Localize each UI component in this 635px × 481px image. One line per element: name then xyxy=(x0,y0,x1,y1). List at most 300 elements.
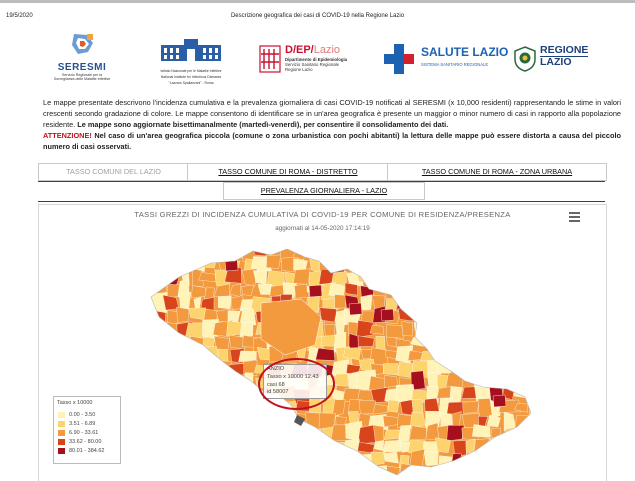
municipality-area[interactable] xyxy=(153,463,165,476)
municipality-area[interactable] xyxy=(478,257,494,273)
municipality-area[interactable] xyxy=(467,452,480,469)
regione-lazio-logo[interactable] xyxy=(513,43,605,77)
municipality-area[interactable] xyxy=(476,454,493,466)
municipality-area[interactable] xyxy=(472,424,490,437)
municipality-area[interactable] xyxy=(225,453,241,467)
municipality-area[interactable] xyxy=(434,295,454,312)
municipality-area[interactable] xyxy=(296,465,309,481)
municipality-area[interactable] xyxy=(502,337,516,351)
municipality-area[interactable] xyxy=(138,425,150,438)
municipality-area[interactable] xyxy=(385,245,400,261)
municipality-area[interactable] xyxy=(257,465,271,481)
municipality-area[interactable] xyxy=(371,452,385,466)
municipality-area[interactable] xyxy=(241,425,257,443)
municipality-area[interactable] xyxy=(409,426,426,441)
municipality-area[interactable] xyxy=(436,257,453,275)
municipality-area[interactable] xyxy=(217,243,228,258)
municipality-area[interactable] xyxy=(165,416,177,429)
municipality-area[interactable] xyxy=(253,452,266,468)
hotspot-area[interactable] xyxy=(225,259,238,271)
municipality-area[interactable] xyxy=(425,258,441,275)
municipality-area[interactable] xyxy=(435,476,452,481)
municipality-area[interactable] xyxy=(439,350,453,364)
municipality-area[interactable] xyxy=(319,413,336,429)
municipality-area[interactable] xyxy=(165,361,180,377)
hotspot-area[interactable] xyxy=(309,285,322,297)
municipality-area[interactable] xyxy=(294,437,308,455)
municipality-area[interactable] xyxy=(487,456,500,469)
municipality-area[interactable] xyxy=(513,439,528,455)
municipality-area[interactable] xyxy=(190,435,209,454)
municipality-area[interactable] xyxy=(293,269,310,285)
municipality-area[interactable] xyxy=(459,307,479,320)
municipality-area[interactable] xyxy=(489,293,502,310)
municipality-area[interactable] xyxy=(137,454,154,470)
municipality-area[interactable] xyxy=(526,294,545,310)
municipality-area[interactable] xyxy=(501,477,513,481)
tab-prevalenza-giornaliera[interactable]: PREVALENZA GIORNALIERA - LAZIO xyxy=(223,182,425,200)
municipality-area[interactable] xyxy=(304,463,319,480)
municipality-area[interactable] xyxy=(424,295,439,307)
municipality-area[interactable] xyxy=(137,312,150,326)
municipality-area[interactable] xyxy=(139,399,156,414)
municipality-area[interactable] xyxy=(511,311,531,323)
municipality-area[interactable] xyxy=(487,244,503,257)
municipality-area[interactable] xyxy=(227,398,247,417)
municipality-area[interactable] xyxy=(214,452,231,469)
municipality-area[interactable] xyxy=(164,426,176,442)
municipality-area[interactable] xyxy=(413,305,425,322)
municipality-area[interactable] xyxy=(501,271,518,283)
municipality-area[interactable] xyxy=(243,413,260,426)
municipality-area[interactable] xyxy=(356,259,375,272)
municipality-area[interactable] xyxy=(218,296,231,309)
municipality-area[interactable] xyxy=(174,441,192,451)
municipality-area[interactable] xyxy=(486,285,504,295)
municipality-area[interactable] xyxy=(415,269,429,287)
municipality-area[interactable] xyxy=(319,448,339,463)
municipality-area[interactable] xyxy=(488,436,505,453)
municipality-area[interactable] xyxy=(150,241,167,260)
municipality-area[interactable] xyxy=(452,336,462,349)
hotspot-area[interactable] xyxy=(493,395,506,407)
municipality-area[interactable] xyxy=(320,440,337,451)
municipality-area[interactable] xyxy=(346,454,361,467)
municipality-area[interactable] xyxy=(402,321,413,336)
municipality-area[interactable] xyxy=(255,477,267,481)
municipality-area[interactable] xyxy=(218,411,228,424)
municipality-area[interactable] xyxy=(228,388,245,400)
municipality-area[interactable] xyxy=(178,397,192,412)
municipality-area[interactable] xyxy=(463,401,479,413)
municipality-area[interactable] xyxy=(192,363,207,373)
municipality-area[interactable] xyxy=(139,411,152,427)
municipality-area[interactable] xyxy=(296,401,310,411)
municipality-area[interactable] xyxy=(148,427,166,443)
municipality-area[interactable] xyxy=(253,402,272,412)
municipality-area[interactable] xyxy=(434,466,450,480)
municipality-area[interactable] xyxy=(370,247,388,260)
municipality-area[interactable] xyxy=(526,463,546,477)
municipality-area[interactable] xyxy=(500,371,517,388)
municipality-area[interactable] xyxy=(426,242,436,258)
municipality-area[interactable] xyxy=(189,453,205,464)
municipality-area[interactable] xyxy=(269,467,281,476)
municipality-area[interactable] xyxy=(242,438,256,451)
municipality-area[interactable] xyxy=(174,463,189,481)
salute-lazio-logo[interactable] xyxy=(383,43,508,77)
municipality-area[interactable] xyxy=(528,451,539,464)
tab-roma-distretto[interactable]: TASSO COMUNE DI ROMA - DISTRETTO xyxy=(187,163,389,181)
municipality-area[interactable] xyxy=(437,243,452,257)
municipality-area[interactable] xyxy=(142,335,152,352)
municipality-area[interactable] xyxy=(177,307,189,323)
municipality-area[interactable] xyxy=(372,477,389,481)
municipality-area[interactable] xyxy=(464,476,477,481)
municipality-area[interactable] xyxy=(384,364,400,375)
municipality-area[interactable] xyxy=(179,348,190,363)
municipality-area[interactable] xyxy=(385,271,399,284)
municipality-area[interactable] xyxy=(503,448,518,466)
municipality-area[interactable] xyxy=(284,440,294,455)
municipality-area[interactable] xyxy=(202,346,219,363)
municipality-area[interactable] xyxy=(307,455,322,468)
municipality-area[interactable] xyxy=(202,364,217,377)
municipality-area[interactable] xyxy=(206,403,220,414)
municipality-area[interactable] xyxy=(227,417,240,430)
municipality-area[interactable] xyxy=(345,283,357,295)
municipality-area[interactable] xyxy=(166,336,175,351)
municipality-area[interactable] xyxy=(424,272,441,285)
municipality-area[interactable] xyxy=(370,325,383,334)
municipality-area[interactable] xyxy=(253,413,266,430)
municipality-area[interactable] xyxy=(464,359,475,374)
municipality-area[interactable] xyxy=(190,411,203,424)
municipality-area[interactable] xyxy=(491,336,506,351)
municipality-area[interactable] xyxy=(359,241,374,257)
municipality-area[interactable] xyxy=(199,467,216,479)
municipality-area[interactable] xyxy=(284,454,300,471)
municipality-area[interactable] xyxy=(414,467,423,478)
municipality-area[interactable] xyxy=(152,349,166,365)
municipality-area[interactable] xyxy=(152,373,165,386)
municipality-area[interactable] xyxy=(526,378,541,389)
municipality-area[interactable] xyxy=(532,344,542,359)
municipality-area[interactable] xyxy=(316,348,335,360)
municipality-area[interactable] xyxy=(162,386,175,405)
municipality-area[interactable] xyxy=(453,325,464,338)
municipality-area[interactable] xyxy=(383,440,401,452)
municipality-area[interactable] xyxy=(227,363,246,375)
municipality-area[interactable] xyxy=(361,295,372,310)
municipality-area[interactable] xyxy=(530,337,542,348)
municipality-area[interactable] xyxy=(400,282,414,296)
municipality-area[interactable] xyxy=(193,391,205,402)
municipality-area[interactable] xyxy=(516,428,533,439)
municipality-area[interactable] xyxy=(357,464,372,477)
municipality-area[interactable] xyxy=(151,322,167,336)
municipality-area[interactable] xyxy=(228,427,245,439)
municipality-area[interactable] xyxy=(268,398,286,413)
municipality-area[interactable] xyxy=(425,465,441,481)
municipality-area[interactable] xyxy=(504,286,516,294)
tab-tasso-comuni-lazio[interactable]: TASSO COMUNI DEL LAZIO xyxy=(38,163,189,181)
municipality-area[interactable] xyxy=(437,363,453,373)
municipality-area[interactable] xyxy=(200,451,217,466)
municipality-area[interactable] xyxy=(488,475,505,481)
municipality-area[interactable] xyxy=(465,337,477,351)
municipality-area[interactable] xyxy=(527,309,543,321)
municipality-area[interactable] xyxy=(152,438,168,455)
municipality-area[interactable] xyxy=(529,271,544,283)
municipality-area[interactable] xyxy=(381,282,397,295)
municipality-area[interactable] xyxy=(527,361,542,373)
municipality-area[interactable] xyxy=(191,403,207,416)
municipality-area[interactable] xyxy=(136,467,155,478)
lazio-choropleth-map[interactable] xyxy=(39,205,606,481)
municipality-area[interactable] xyxy=(449,269,463,288)
municipality-area[interactable] xyxy=(409,475,423,481)
municipality-area[interactable] xyxy=(382,259,400,270)
hotspot-area[interactable] xyxy=(349,303,362,315)
municipality-area[interactable] xyxy=(151,310,166,326)
municipality-area[interactable] xyxy=(491,310,503,322)
municipality-area[interactable] xyxy=(531,244,542,259)
municipality-area[interactable] xyxy=(435,438,450,453)
municipality-area[interactable] xyxy=(175,386,190,401)
municipality-area[interactable] xyxy=(141,269,150,285)
municipality-area[interactable] xyxy=(243,400,255,412)
municipality-area[interactable] xyxy=(476,362,489,378)
municipality-area[interactable] xyxy=(491,269,504,286)
municipality-area[interactable] xyxy=(516,359,530,375)
municipality-area[interactable] xyxy=(192,375,203,387)
municipality-area[interactable] xyxy=(348,463,362,481)
municipality-area[interactable] xyxy=(150,359,167,374)
municipality-area[interactable] xyxy=(269,452,285,467)
municipality-area[interactable] xyxy=(135,475,151,481)
municipality-area[interactable] xyxy=(309,398,321,414)
municipality-area[interactable] xyxy=(256,441,268,455)
municipality-area[interactable] xyxy=(427,333,436,348)
municipality-area[interactable] xyxy=(215,399,228,412)
municipality-area[interactable] xyxy=(154,417,166,426)
municipality-area[interactable] xyxy=(448,349,463,365)
municipality-area[interactable] xyxy=(487,377,506,386)
municipality-area[interactable] xyxy=(488,360,502,376)
municipality-area[interactable] xyxy=(412,247,427,257)
municipality-area[interactable] xyxy=(294,259,308,271)
municipality-area[interactable] xyxy=(173,411,193,425)
municipality-area[interactable] xyxy=(332,245,347,255)
municipality-area[interactable] xyxy=(153,281,167,294)
municipality-area[interactable] xyxy=(285,401,297,413)
municipality-area[interactable] xyxy=(269,429,281,443)
municipality-area[interactable] xyxy=(140,351,150,363)
municipality-area[interactable] xyxy=(463,273,477,282)
municipality-area[interactable] xyxy=(485,325,506,338)
municipality-area[interactable] xyxy=(244,387,256,403)
municipality-area[interactable] xyxy=(162,273,179,286)
municipality-area[interactable] xyxy=(310,244,319,258)
municipality-area[interactable] xyxy=(320,475,335,481)
municipality-area[interactable] xyxy=(285,428,294,441)
municipality-area[interactable] xyxy=(531,442,546,453)
municipality-area[interactable] xyxy=(148,389,164,403)
municipality-area[interactable] xyxy=(294,425,310,438)
tab-roma-zona-urbana[interactable]: TASSO COMUNE DI ROMA - ZONA URBANA xyxy=(387,163,607,181)
municipality-area[interactable] xyxy=(467,255,479,270)
municipality-area[interactable] xyxy=(450,281,466,300)
municipality-area[interactable] xyxy=(138,375,157,391)
municipality-area[interactable] xyxy=(216,427,235,439)
municipality-area[interactable] xyxy=(434,269,453,284)
municipality-area[interactable] xyxy=(500,348,518,364)
municipality-area[interactable] xyxy=(504,436,518,458)
municipality-area[interactable] xyxy=(425,475,441,481)
municipality-area[interactable] xyxy=(414,322,426,336)
municipality-area[interactable] xyxy=(319,242,335,256)
municipality-area[interactable] xyxy=(478,285,490,301)
municipality-area[interactable] xyxy=(422,323,435,337)
municipality-area[interactable] xyxy=(511,347,527,366)
municipality-area[interactable] xyxy=(396,269,411,288)
municipality-area[interactable] xyxy=(478,344,488,364)
municipality-area[interactable] xyxy=(399,242,415,260)
municipality-area[interactable] xyxy=(167,452,178,470)
municipality-area[interactable] xyxy=(174,455,191,464)
municipality-area[interactable] xyxy=(320,466,333,478)
municipality-area[interactable] xyxy=(527,321,540,338)
municipality-area[interactable] xyxy=(332,455,345,467)
municipality-area[interactable] xyxy=(149,401,164,417)
municipality-area[interactable] xyxy=(136,245,149,259)
municipality-area[interactable] xyxy=(512,283,527,302)
municipality-area[interactable] xyxy=(230,378,244,387)
dep-lazio-logo[interactable] xyxy=(258,44,368,78)
municipality-area[interactable] xyxy=(526,390,543,404)
municipality-area[interactable] xyxy=(216,462,228,478)
municipality-area[interactable] xyxy=(500,363,515,377)
municipality-area[interactable] xyxy=(514,466,531,480)
municipality-area[interactable] xyxy=(499,321,513,341)
municipality-area[interactable] xyxy=(515,245,531,260)
municipality-area[interactable] xyxy=(440,284,454,298)
municipality-area[interactable] xyxy=(147,452,165,469)
municipality-area[interactable] xyxy=(190,461,205,480)
municipality-area[interactable] xyxy=(450,243,463,257)
municipality-area[interactable] xyxy=(151,333,164,349)
municipality-area[interactable] xyxy=(245,462,259,480)
municipality-area[interactable] xyxy=(516,372,530,385)
municipality-area[interactable] xyxy=(242,453,260,470)
municipality-area[interactable] xyxy=(309,477,320,481)
hotspot-area[interactable] xyxy=(381,309,394,321)
municipality-area[interactable] xyxy=(491,259,500,273)
municipality-area[interactable] xyxy=(369,258,385,268)
municipality-area[interactable] xyxy=(467,293,478,313)
municipality-area[interactable] xyxy=(303,442,321,457)
municipality-area[interactable] xyxy=(202,378,215,389)
municipality-area[interactable] xyxy=(450,313,469,324)
municipality-area[interactable] xyxy=(349,334,359,350)
municipality-area[interactable] xyxy=(189,425,204,440)
municipality-area[interactable] xyxy=(461,350,478,365)
municipality-area[interactable] xyxy=(164,401,179,415)
municipality-area[interactable] xyxy=(476,271,493,289)
municipality-area[interactable] xyxy=(226,439,243,454)
municipality-area[interactable] xyxy=(206,244,217,258)
municipality-area[interactable] xyxy=(345,257,362,274)
municipality-area[interactable] xyxy=(268,441,282,453)
municipality-area[interactable] xyxy=(529,255,543,273)
municipality-area[interactable] xyxy=(410,300,425,311)
municipality-area[interactable] xyxy=(502,297,515,307)
municipality-area[interactable] xyxy=(135,297,152,311)
municipality-area[interactable] xyxy=(335,466,349,481)
municipality-area[interactable] xyxy=(214,390,235,401)
municipality-area[interactable] xyxy=(266,255,281,269)
municipality-area[interactable] xyxy=(519,273,532,289)
municipality-area[interactable] xyxy=(528,412,545,431)
municipality-area[interactable] xyxy=(461,283,474,297)
municipality-area[interactable] xyxy=(529,400,542,412)
municipality-area[interactable] xyxy=(386,477,401,481)
municipality-area[interactable] xyxy=(459,323,477,337)
municipality-area[interactable] xyxy=(461,468,479,478)
municipality-area[interactable] xyxy=(387,466,401,478)
municipality-area[interactable] xyxy=(177,261,193,272)
municipality-area[interactable] xyxy=(477,298,490,310)
municipality-area[interactable] xyxy=(189,243,202,262)
municipality-area[interactable] xyxy=(294,452,311,468)
municipality-area[interactable] xyxy=(412,283,428,295)
municipality-area[interactable] xyxy=(488,466,503,479)
municipality-area[interactable] xyxy=(530,427,540,439)
municipality-area[interactable] xyxy=(346,243,361,257)
municipality-area[interactable] xyxy=(475,337,494,349)
municipality-area[interactable] xyxy=(408,257,426,269)
municipality-area[interactable] xyxy=(463,242,478,257)
municipality-area[interactable] xyxy=(230,467,240,478)
municipality-area[interactable] xyxy=(176,338,191,348)
municipality-area[interactable] xyxy=(186,346,205,364)
municipality-area[interactable] xyxy=(426,305,438,327)
municipality-area[interactable] xyxy=(424,287,441,299)
municipality-area[interactable] xyxy=(154,476,166,481)
municipality-area[interactable] xyxy=(449,386,462,404)
municipality-area[interactable] xyxy=(206,384,221,405)
seresmi-logo[interactable] xyxy=(46,32,118,92)
municipality-area[interactable] xyxy=(505,308,516,326)
municipality-area[interactable] xyxy=(140,386,153,398)
municipality-area[interactable] xyxy=(298,475,311,481)
municipality-area[interactable] xyxy=(515,333,528,347)
municipality-area[interactable] xyxy=(448,258,463,273)
municipality-area[interactable] xyxy=(205,437,215,452)
municipality-area[interactable] xyxy=(435,326,450,340)
municipality-area[interactable] xyxy=(491,349,505,361)
municipality-area[interactable] xyxy=(514,320,531,339)
municipality-area[interactable] xyxy=(142,281,155,295)
municipality-area[interactable] xyxy=(475,311,488,322)
municipality-area[interactable] xyxy=(214,441,229,455)
municipality-area[interactable] xyxy=(478,469,490,478)
municipality-area[interactable] xyxy=(282,466,296,478)
municipality-area[interactable] xyxy=(477,242,489,258)
municipality-area[interactable] xyxy=(503,248,515,261)
municipality-area[interactable] xyxy=(176,243,191,259)
